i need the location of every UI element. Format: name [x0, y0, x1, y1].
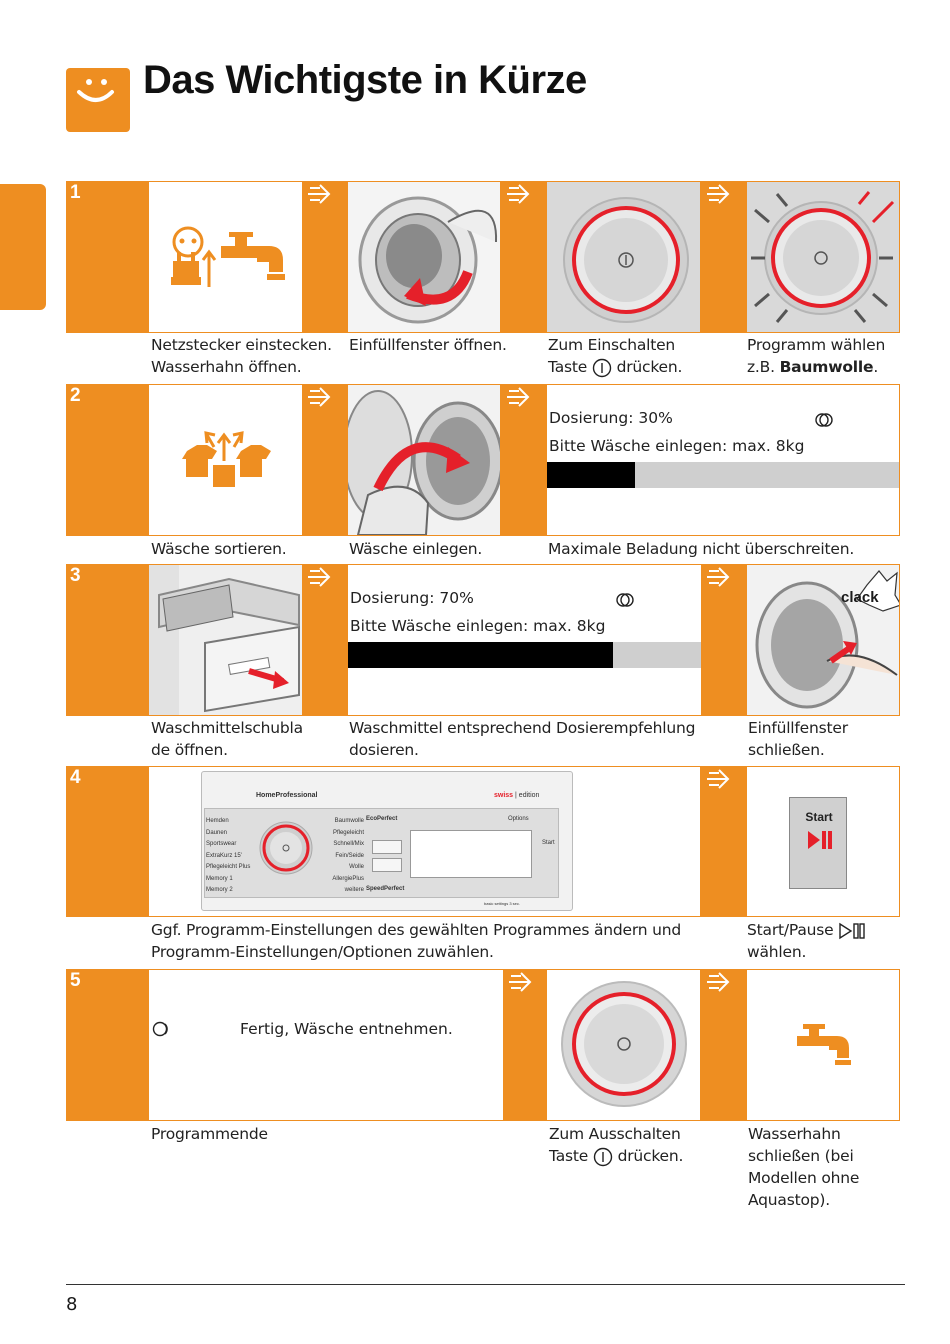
- step-1-caption-4-program: Baumwolle: [779, 358, 874, 376]
- start-button-label: Start: [805, 810, 833, 824]
- step-3-display: [347, 564, 701, 716]
- step-3-dosage-label: Dosierung: 70%: [350, 589, 474, 607]
- step-2-load-label: Bitte Wäsche einlegen: max. 8kg: [549, 437, 805, 455]
- step-2-image-load: [347, 384, 501, 536]
- side-tab: [0, 184, 46, 310]
- panel-start[interactable]: Start: [542, 840, 555, 846]
- panel-program-right-2: Schnell/Mix: [333, 841, 364, 847]
- step-5-image-dial-off: [546, 969, 701, 1121]
- panel-program-right-5: AllergiePlus: [332, 875, 364, 882]
- step-3-load-label: Bitte Wäsche einlegen: max. 8kg: [350, 617, 606, 635]
- step-2-number: 2: [70, 385, 81, 406]
- start-button[interactable]: [789, 797, 847, 889]
- step-arrow-icon: [705, 970, 731, 994]
- step-2-dosage-label: Dosierung: 30%: [549, 409, 673, 427]
- step-5-caption-2-taste: Taste: [549, 1147, 589, 1165]
- step-5-image-tap: [746, 969, 900, 1121]
- step-1-caption-2: Einfüllfenster öffnen.: [349, 336, 507, 354]
- step-1-caption-3-line1: Zum Einschalten: [548, 336, 676, 354]
- step-1-caption-3-taste: Taste: [548, 358, 588, 376]
- step-1-caption-1: Netzstecker einstecken. Wasserhahn öffnen.: [151, 336, 332, 376]
- step-arrow-icon: [705, 565, 731, 589]
- step-4-caption-1: Ggf. Programm-Einstellungen des gewählten Programmes ändern und Programm-Einstellungen/Optionen zuwählen.: [151, 921, 682, 961]
- step-4-control-panel-cell: [148, 766, 701, 917]
- step-2-load-bar: [547, 462, 900, 488]
- step-2-display: [546, 384, 900, 536]
- step-2-load-bar-fill: [547, 462, 635, 488]
- step-1-image-plug-tap: [148, 181, 303, 333]
- step-arrow-icon: [507, 970, 533, 994]
- panel-speed: SpeedPerfect: [366, 886, 405, 892]
- panel-program-left-2: Sportswear: [206, 841, 237, 847]
- step-arrow-icon: [705, 182, 731, 206]
- step-arrow-icon: [306, 565, 332, 589]
- panel-shirt-button[interactable]: [372, 840, 402, 854]
- page-number: 8: [66, 1294, 78, 1315]
- step-3-load-bar: [348, 642, 701, 668]
- step-1-caption-4-dot: .: [873, 358, 879, 376]
- step-3-image-close-door: [746, 564, 900, 716]
- step-arrow-icon: [705, 767, 731, 791]
- step-arrow-icon: [505, 385, 531, 409]
- panel-eco: EcoPerfect: [366, 816, 398, 822]
- step-5-caption-2: [549, 1123, 739, 1167]
- panel-program-left-0: Hemden: [206, 818, 229, 824]
- play-pause-icon: [838, 922, 866, 940]
- step-5-caption-2-druecken: drücken.: [617, 1147, 684, 1165]
- panel-options[interactable]: Options: [508, 816, 529, 822]
- panel-basic: basic settings 3 sec.: [484, 901, 521, 906]
- panel-brand-edition: edition: [518, 792, 540, 799]
- step-1-image-open-door: [347, 181, 501, 333]
- control-panel: [201, 771, 573, 911]
- step-2-image-sort: [148, 384, 303, 536]
- step-1-caption-3: [548, 334, 738, 378]
- panel-program-right-0: Baumwolle: [334, 818, 364, 824]
- rinse-icon: [815, 411, 835, 429]
- panel-program-right-3: Fein/Seide: [335, 852, 364, 859]
- power-icon: [593, 1147, 613, 1167]
- play-pause-icon: [807, 830, 833, 850]
- step-2-caption-3: Maximale Beladung nicht überschreiten.: [548, 540, 855, 558]
- panel-brand-swiss: swiss: [494, 792, 514, 799]
- step-1-image-dial-select: [746, 181, 900, 333]
- clack-label: clack: [841, 589, 879, 606]
- step-1-caption-4-zb: z.B.: [747, 358, 775, 376]
- step-5-end-cell: [148, 969, 503, 1121]
- step-1-image-dial-on: [546, 181, 701, 333]
- panel-program-left-5: Memory 1: [206, 875, 233, 882]
- panel-program-right-4: Wolle: [349, 864, 364, 870]
- smiley-icon: [66, 68, 130, 132]
- step-4-caption-2: [747, 919, 897, 963]
- panel-display: [410, 830, 532, 878]
- step-1-caption-4: [747, 334, 937, 378]
- step-2-caption-1: Wäsche sortieren.: [151, 540, 287, 558]
- step-3-caption-3: Einfüllfenster schließen.: [748, 719, 848, 759]
- step-3-number: 3: [70, 565, 81, 586]
- panel-program-left-4: Pflegeleicht Plus: [206, 864, 251, 870]
- panel-program-right-6: weitere: [344, 887, 364, 893]
- panel-minus-button[interactable]: [372, 858, 402, 872]
- step-3-load-bar-fill: [348, 642, 613, 668]
- step-arrow-icon: [306, 385, 332, 409]
- spin-icon: [151, 1020, 171, 1038]
- step-arrow-icon: [505, 182, 531, 206]
- step-arrow-icon: [306, 182, 332, 206]
- step-3-caption-2: Waschmittel entsprechend Dosierempfehlung dosieren.: [349, 719, 696, 759]
- step-5-caption-2-line1: Zum Ausschalten: [549, 1125, 681, 1143]
- step-4-caption-startpause: Start/Pause: [747, 921, 834, 939]
- step-5-end-text: Fertig, Wäsche entnehmen.: [240, 1020, 453, 1038]
- panel-brand-left: HomeProfessional: [256, 792, 318, 799]
- step-5-caption-3: Wasserhahn schließen (bei Modellen ohne Aquastop).: [748, 1125, 860, 1209]
- step-4-start-cell: [746, 766, 900, 917]
- step-1-caption-3-druecken: drücken.: [616, 358, 683, 376]
- step-4-caption-waehlen: wählen.: [747, 943, 807, 961]
- step-3-caption-1: Waschmittelschubla de öffnen.: [151, 719, 303, 759]
- power-icon: [592, 358, 612, 378]
- step-3-image-drawer: [148, 564, 303, 716]
- panel-programs-right: [318, 816, 364, 897]
- panel-programs-left: [206, 816, 256, 897]
- step-5-caption-1: Programmende: [151, 1125, 268, 1143]
- step-1-caption-4-line1: Programm wählen: [747, 336, 886, 354]
- footer-rule: [66, 1284, 905, 1285]
- panel-program-right-1: Pflegeleicht: [332, 829, 364, 836]
- step-2-caption-2: Wäsche einlegen.: [349, 540, 483, 558]
- panel-brand-right: swiss | edition: [494, 792, 540, 799]
- panel-dial-icon[interactable]: [258, 820, 314, 876]
- rinse-icon: [616, 591, 636, 609]
- panel-program-left-3: ExtraKurz 15': [206, 852, 242, 859]
- panel-program-left-1: Daunen: [206, 829, 228, 836]
- step-1-number: 1: [70, 182, 81, 203]
- step-4-number: 4: [70, 767, 81, 788]
- panel-program-left-6: Memory 2: [206, 887, 233, 893]
- step-5-number: 5: [70, 970, 81, 991]
- page-title: Das Wichtigste in Kürze: [143, 58, 587, 102]
